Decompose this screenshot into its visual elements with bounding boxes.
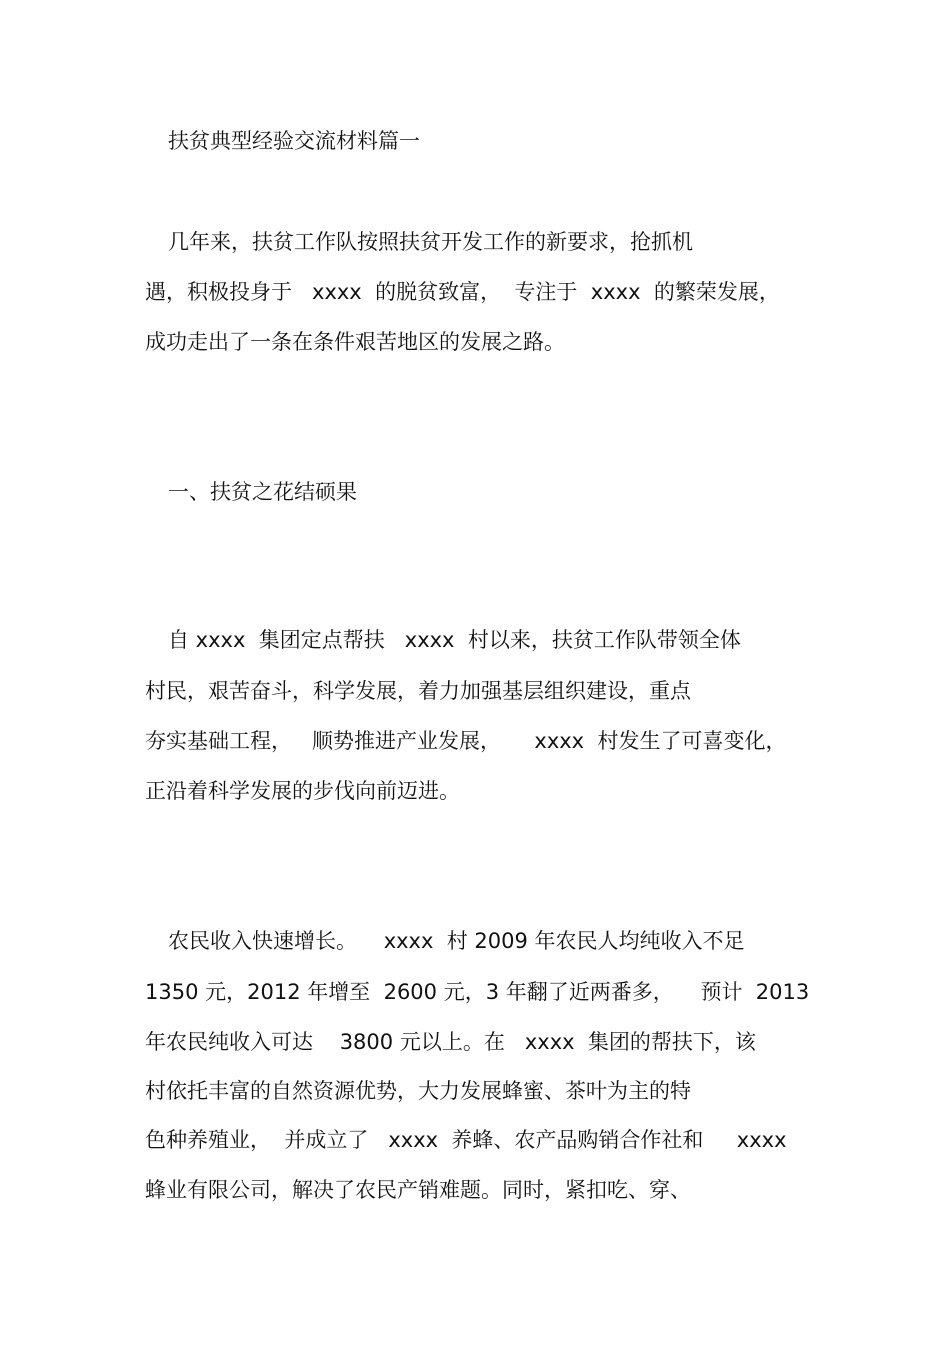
paragraph-2-line-4: 正沿着科学发展的步伐向前迈进。 <box>145 779 460 803</box>
paragraph-3-line-2: 1350 元，2012 年增至 2600 元，3 年翻了近两番多， 预计 2013 <box>145 980 810 1004</box>
paragraph-1-line-3: 成功走出了一条在条件艰苦地区的发展之路。 <box>145 330 565 354</box>
paragraph-2-line-2: 村民，艰苦奋斗，科学发展，着力加强基层组织建设，重点 <box>145 679 691 703</box>
paragraph-3-line-3: 年农民纯收入可达 3800 元以上。在 xxxx 集团的帮扶下，该 <box>145 1030 756 1054</box>
paragraph-2-line-1: 自 xxxx 集团定点帮扶 xxxx 村以来，扶贫工作队带领全体 <box>168 628 741 652</box>
paragraph-2-line-3: 夯实基础工程， 顺势推进产业发展， xxxx 村发生了可喜变化， <box>145 729 787 753</box>
document-title: 扶贫典型经验交流材料篇一 <box>168 129 420 153</box>
paragraph-1-line-1: 几年来，扶贫工作队按照扶贫开发工作的新要求，抢抓机 <box>168 230 693 254</box>
paragraph-3-line-1: 农民收入快速增长。 xxxx 村 2009 年农民人均纯收入不足 <box>168 929 745 953</box>
paragraph-3-line-6: 蜂业有限公司，解决了农民产销难题。同时，紧扣吃、穿、 <box>145 1178 691 1202</box>
section-1-heading: 一、扶贫之花结硕果 <box>168 480 357 504</box>
paragraph-3-line-4: 村依托丰富的自然资源优势，大力发展蜂蜜、茶叶为主的特 <box>145 1079 691 1103</box>
paragraph-1-line-2: 遇，积极投身于 xxxx 的脱贫致富， 专注于 xxxx 的繁荣发展， <box>145 280 780 304</box>
paragraph-3-line-5: 色种养殖业， 并成立了 xxxx 养蜂、农产品购销合作社和 xxxx <box>145 1128 787 1152</box>
